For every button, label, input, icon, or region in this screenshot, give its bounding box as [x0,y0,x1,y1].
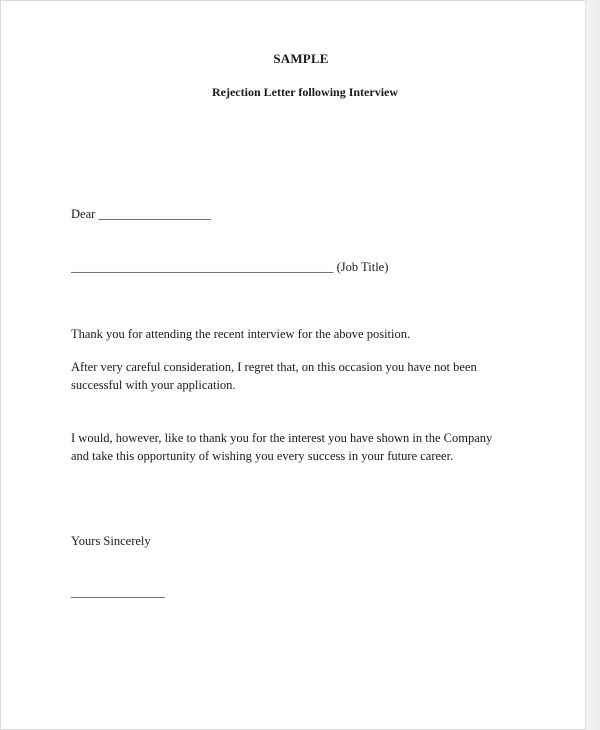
paragraph-2-line-2: successful with your application. [71,378,236,392]
closing-line: Yours Sincerely [71,534,151,548]
document-title: SAMPLE [273,51,329,66]
paragraph-2-line-1: After very careful consideration, I regret that, on this occasion you have not been [71,360,477,374]
signature-line: _______________ [71,585,165,599]
paragraph-1: Thank you for attending the recent interview for the above position. [71,327,411,341]
paragraph-3-line-2: and take this opportunity of wishing you every success in your future career. [71,449,454,463]
scrollbar-edge[interactable] [585,0,600,730]
document-subtitle: Rejection Letter following Interview [211,85,399,99]
job-title-line: __________________________________________ (Job Title) [71,260,389,274]
salutation-line: Dear __________________ [71,207,211,221]
paragraph-3-line-1: I would, however, like to thank you for the interest you have shown in the Company [71,431,493,445]
